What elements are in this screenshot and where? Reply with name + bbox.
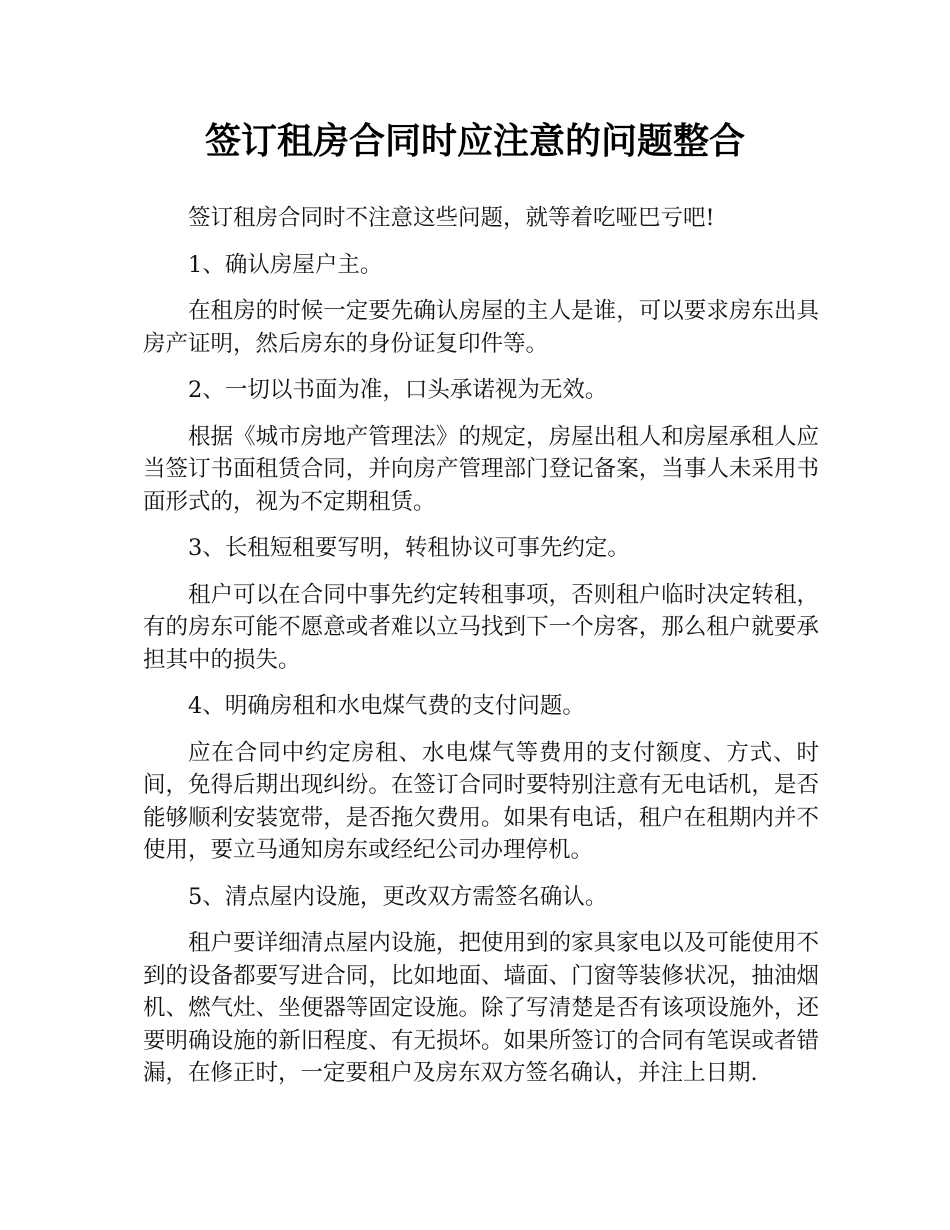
- paragraph-intro: 签订租房合同时不注意这些问题，就等着吃哑巴亏吧!: [188, 205, 715, 231]
- paragraph-text-5: 租户要详细清点屋内设施，把使用到的家具家电以及可能使用不到的设备都要写进合同，比如地面、墙面、门窗等装修状况，抽油烟机、燃气灶、坐便器等固定设施。除了写清楚是否有该项设施外，还要明确设施的新旧程度、有无损坏。如果所签订的合同有笔误或者错漏，在修正时，一定要租户及房东双方签名确认，并注上日期.: [143, 930, 819, 1086]
- paragraph-text-3: 租户可以在合同中事先约定转租事项，否则租户临时决定转租，有的房东可能不愿意或者难以立马找到下一个房客，那么租户就要承担其中的损失。: [143, 581, 819, 673]
- paragraph-heading-1: 1、确认房屋户主。: [188, 251, 383, 278]
- paragraph-text-2: 根据《城市房地产管理法》的规定，房屋出租人和房屋承租人应当签订书面租赁合同，并向房产管理部门登记备案，当事人未采用书面形式的，视为不定期租赁。: [143, 423, 819, 515]
- page-title: 签订租房合同时应注意的问题整合: [204, 121, 745, 162]
- document-body: [143, 202, 819, 1104]
- paragraph-heading-4: 4、明确房租和水电煤气费的支付问题。: [188, 693, 585, 719]
- paragraph-heading-3: 3、长租短租要写明，转租协议可事先约定。: [188, 535, 630, 561]
- paragraph-text-1: 在租房的时候一定要先确认房屋的主人是谁，可以要求房东出具房产证明，然后房东的身份证复印件等。: [143, 298, 819, 357]
- paragraph-text-4: 应在合同中约定房租、水电煤气等费用的支付额度、方式、时间，免得后期出现纠纷。在签订合同时要特别注意有无电话机，是否能够顺利安装宽带，是否拖欠费用。如果有电话，租户在租期内并不使用，要立马通知房东或经纪公司办理停机。: [143, 739, 819, 863]
- paragraph-heading-5: 5、清点屋内设施，更改双方需签名确认。: [188, 883, 608, 910]
- paragraph-heading-2: 2、一切以书面为准，口头承诺视为无效。: [188, 377, 608, 403]
